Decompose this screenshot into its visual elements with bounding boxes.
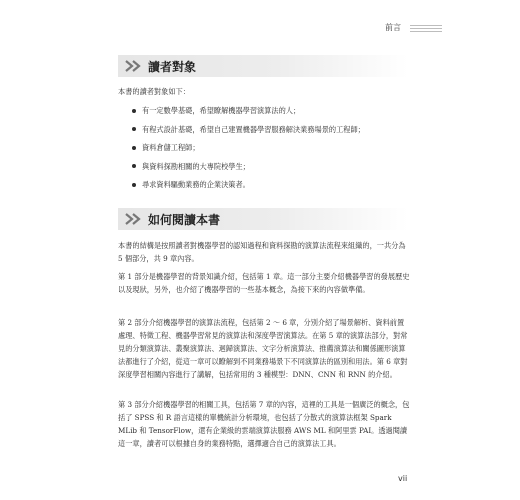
- header-rule: [410, 28, 442, 29]
- body-paragraph: 第 2 部分介紹機器學習的演算法流程，包括第 2 ～ 6 章，分別介紹了場景解析、資料前置處理、特徵工程、機器學習常見的演算法和深度學習演算法。在第 5 章的演算法部分，對常見的分類演算法、叢聚演算法、迴歸演算法、文字分析演算法、推薦演算法和關係圖形演算法都進行了介紹，從這一章可以瞭解到不同業務場景下不同演算法的區別和用法。第 6 章對深度學習相關內容進行了講解，包括常用的 3 種模型：DNN、CNN 和 RNN 的介紹。: [118, 318, 408, 379]
- section-banner-how-to-read: [118, 208, 408, 230]
- page-number: vii: [398, 474, 408, 483]
- list-item-text: 資料倉儲工程師；: [142, 143, 200, 153]
- bullet-icon: [132, 183, 136, 187]
- reader-list: [130, 104, 400, 197]
- list-item-text: 尋求資料驅動業務的企業決策者。: [142, 180, 250, 190]
- bullet-icon: [132, 164, 136, 168]
- double-chevron-icon: [124, 213, 144, 225]
- body-paragraph: 第 1 部分是機器學習的背景知識介紹，包括第 1 章。這一部分主要介紹機器學習的發展歷史以及現狀，另外，也介紹了機器學習的一些基本概念，為接下來的內容做準備。: [118, 272, 410, 294]
- body-paragraph: 第 3 部分介紹機器學習的相關工具，包括第 7 章的內容，這裡的工具是一個廣泛的概念，包括了 SPSS 和 R 語言這樣的單機統計分析環境，也包括了分散式的演算法框架 Spark MLib 和 TensorFlow，還有企業級的雲端演算法服務 AWS ML 和阿里雲 PAI。透過閱讀這一章，讀者可以根據自身的業務特點，選擇適合自己的演算法工具。: [118, 400, 410, 448]
- header-rule: [410, 31, 442, 32]
- bullet-icon: [132, 146, 136, 150]
- section-intro: 本書的讀者對象如下：: [118, 87, 190, 96]
- list-item: [130, 123, 400, 136]
- list-item-text: 與資料探勘相關的大專院校學生；: [142, 161, 250, 171]
- running-header: 前言: [385, 23, 401, 32]
- list-item: [130, 141, 400, 154]
- bullet-icon: [132, 109, 136, 113]
- list-item: [130, 178, 400, 191]
- double-chevron-icon: [124, 60, 144, 72]
- section-title: 如何閱讀本書: [148, 212, 221, 227]
- list-item-text: 有一定數學基礎，希望瞭解機器學習演算法的人；: [142, 106, 301, 115]
- section-banner-readers: [118, 55, 408, 77]
- list-item: [130, 104, 400, 117]
- bullet-icon: [132, 127, 136, 131]
- list-item: [130, 160, 400, 173]
- header-rule: [410, 25, 442, 26]
- list-item-text: 有程式設計基礎，希望自己建置機器學習服務解決業務場景的工程師；: [142, 124, 365, 134]
- body-paragraph: 本書的結構是按照讀者對機器學習的認知過程和資料探勘的演算法流程來組織的，一共分為 5 個部分，共 9 章內容。: [118, 241, 406, 263]
- section-title: 讀者對象: [148, 59, 197, 74]
